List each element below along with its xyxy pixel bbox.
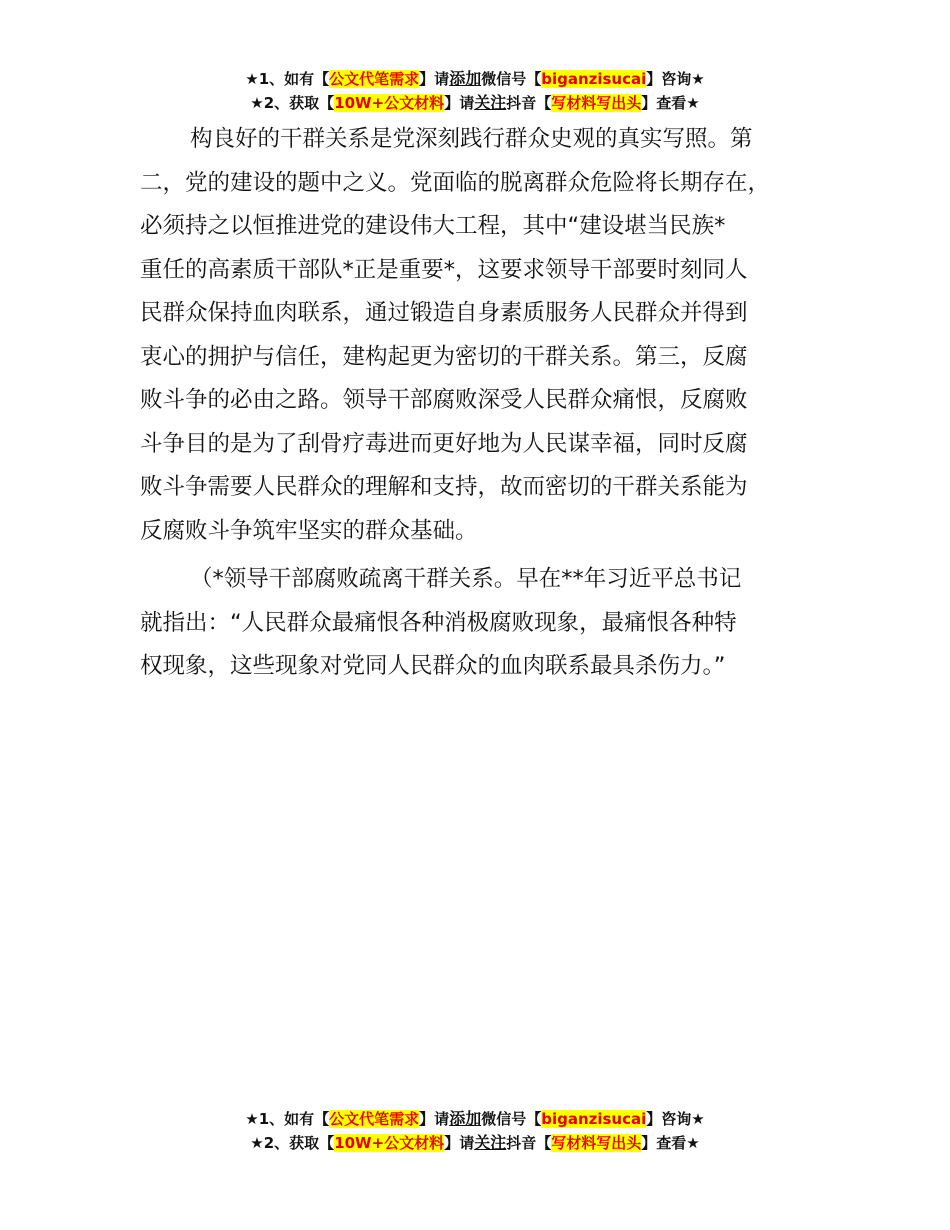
footer-underlined-add: 添加 [449, 1109, 482, 1128]
footer-line-1-suffix: 】咨询★ [646, 1110, 705, 1128]
footer-highlight-account: 写材料写出头 [551, 1134, 642, 1152]
footer-line-2-please: 】请 [444, 1134, 475, 1152]
header-line-2-please: 】请 [444, 94, 475, 112]
footer-line-2-douyin: 抖音【 [506, 1134, 552, 1152]
header-line-2-suffix: 】查看★ [641, 94, 700, 112]
header-line-1-prefix: ★1、如有【 [245, 70, 330, 88]
paragraph-2-line: （*领导干部腐败疏离干群关系。早在**年习近平总书记 [190, 566, 742, 592]
header-line-1-wechat: 微信号【 [481, 70, 542, 88]
header-underlined-add: 添加 [449, 69, 482, 88]
footer-line-1 [0, 1107, 950, 1131]
header-highlight-ghostwriting: 公文代笔需求 [329, 70, 420, 88]
header-underlined-follow: 关注 [474, 93, 507, 112]
paragraph-2-line: 就指出：“人民群众最痛恨各种消极腐败现象，最痛恨各种特 [140, 609, 737, 636]
body-paragraph-1 [140, 118, 830, 553]
header-highlight-materials: 10W+公文材料 [334, 94, 445, 112]
footer-highlight-ghostwriting: 公文代笔需求 [329, 1110, 420, 1128]
footer-line-2 [0, 1131, 950, 1155]
document-body [140, 118, 830, 689]
header-line-2-douyin: 抖音【 [506, 94, 552, 112]
paragraph-1-line: 反腐败斗争筑牢坚实的群众基础。 [140, 517, 478, 544]
footer-line-1-prefix: ★1、如有【 [245, 1110, 330, 1128]
header-highlight-wechat-id: biganzisucai [541, 70, 647, 88]
header-banner [0, 67, 950, 115]
paragraph-1-line: 败斗争的必由之路。领导干部腐败深受人民群众痛恨，反腐败 [140, 387, 748, 413]
paragraph-1-line: 构良好的干群关系是党深刻践行群众史观的真实写照。第 [190, 126, 753, 152]
paragraph-1-line: 民群众保持血肉联系，通过锻造自身素质服务人民群众并得到 [140, 300, 748, 326]
footer-underlined-follow: 关注 [474, 1133, 507, 1152]
header-line-1-please: 】请 [419, 70, 450, 88]
body-paragraph-2 [140, 558, 830, 689]
footer-line-2-suffix: 】查看★ [641, 1134, 700, 1152]
paragraph-1-line: 衷心的拥护与信任，建构起更为密切的干群关系。第三，反腐 [140, 343, 748, 370]
footer-line-1-wechat: 微信号【 [481, 1110, 542, 1128]
footer-highlight-wechat-id: biganzisucai [541, 1110, 647, 1128]
header-line-2 [0, 91, 950, 115]
paragraph-1-line: 斗争目的是为了刮骨疗毒进而更好地为人民谋幸福，同时反腐 [140, 430, 748, 457]
paragraph-2-line: 权现象，这些现象对党同人民群众的血肉联系最具杀伤力。” [140, 653, 726, 679]
header-line-2-prefix: ★2、获取【 [250, 94, 335, 112]
header-line-1-suffix: 】咨询★ [646, 70, 705, 88]
header-highlight-account: 写材料写出头 [551, 94, 642, 112]
paragraph-1-line: 二，党的建设的题中之义。党面临的脱离群众危险将长期存在， [140, 169, 771, 196]
paragraph-1-line: 必须持之以恒推进党的建设伟大工程，其中“建设堪当民族* [140, 213, 726, 239]
footer-banner [0, 1107, 950, 1155]
footer-line-2-prefix: ★2、获取【 [250, 1134, 335, 1152]
header-line-1 [0, 67, 950, 91]
paragraph-1-line: 败斗争需要人民群众的理解和支持，故而密切的干群关系能为 [140, 474, 748, 500]
footer-line-1-please: 】请 [419, 1110, 450, 1128]
paragraph-1-line: 重任的高素质干部队*正是重要*，这要求领导干部要时刻同人 [140, 256, 748, 283]
footer-highlight-materials: 10W+公文材料 [334, 1134, 445, 1152]
